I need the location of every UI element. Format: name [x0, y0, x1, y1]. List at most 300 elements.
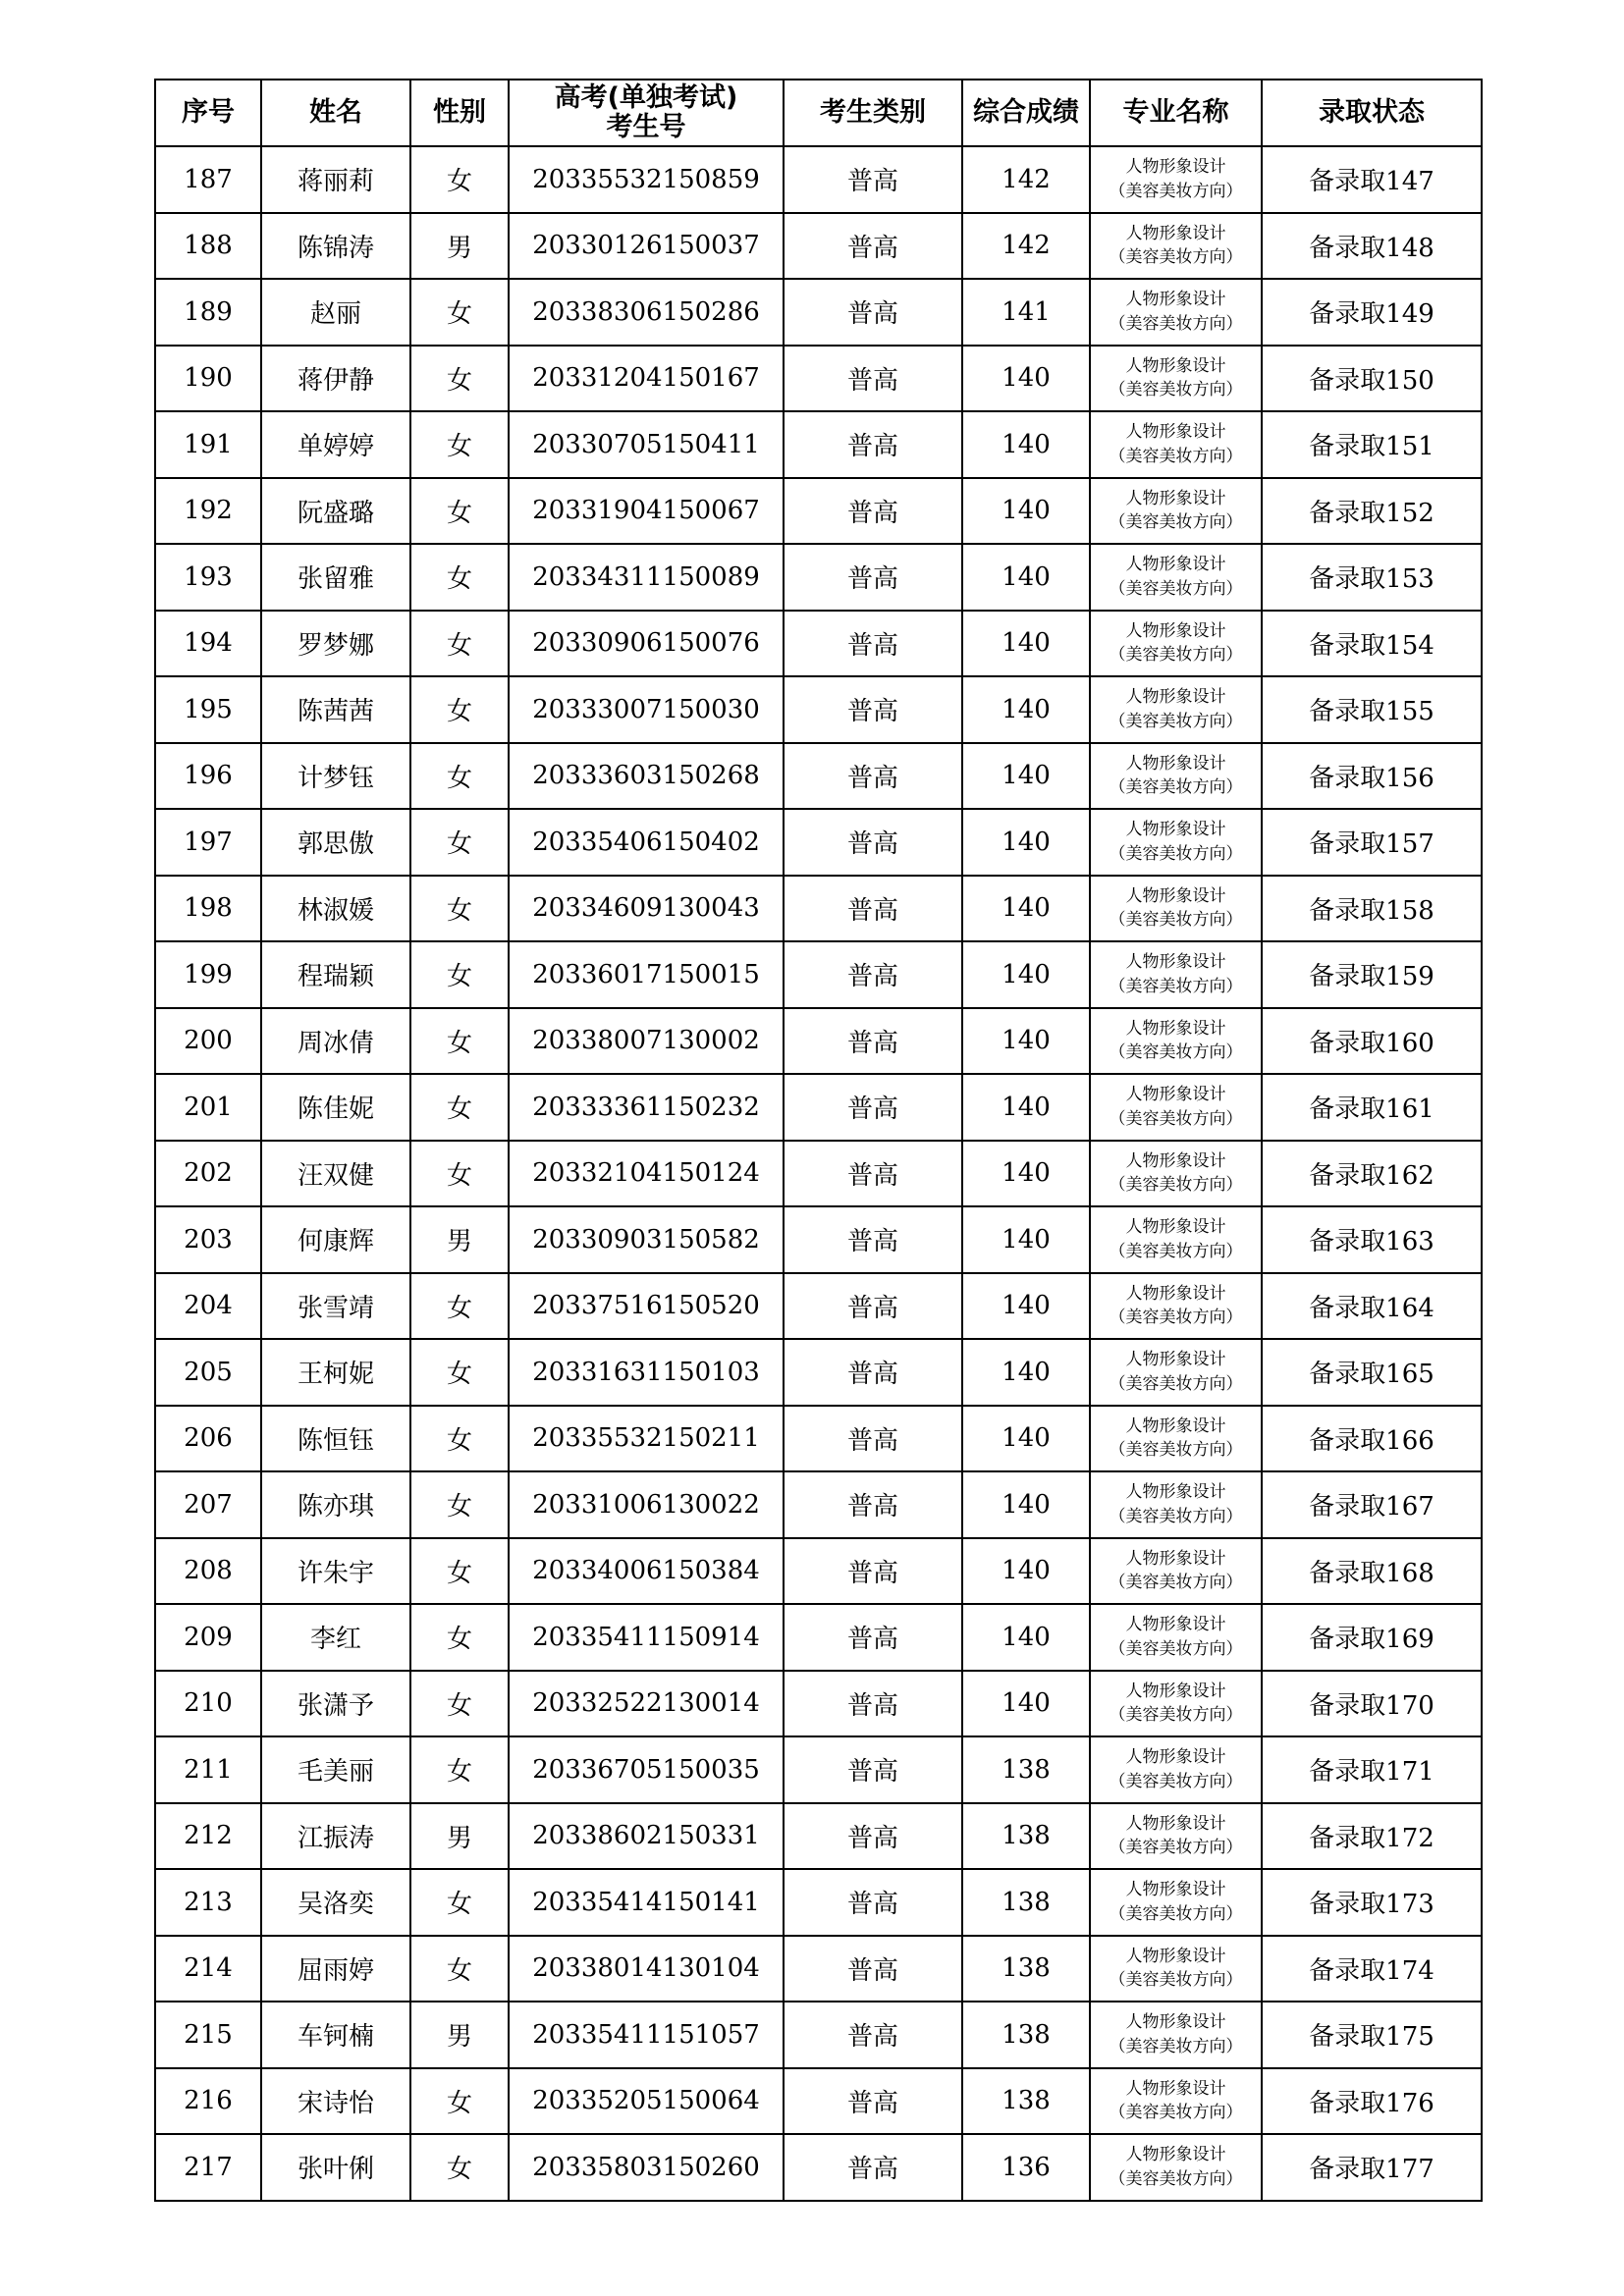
- cell-gender: 女: [410, 478, 509, 545]
- table-row: [155, 1074, 1482, 1141]
- cell-gender: 女: [410, 146, 509, 213]
- table-row: [155, 1141, 1482, 1207]
- cell-major-line2: （美容美妆方向）: [1109, 843, 1243, 864]
- cell-major-line2: （美容美妆方向）: [1109, 1042, 1243, 1063]
- cell-score: 141: [962, 279, 1090, 346]
- cell-exam-id: 20336017150015: [509, 941, 784, 1008]
- cell-score: 142: [962, 146, 1090, 213]
- cell-category: 普高: [784, 1671, 962, 1737]
- cell-seq: 201: [155, 1074, 261, 1141]
- cell-major-line1: 人物形象设计: [1125, 1747, 1226, 1768]
- table-row: [155, 279, 1482, 346]
- cell-category: 普高: [784, 1538, 962, 1605]
- cell-exam-id: 20338306150286: [509, 279, 784, 346]
- cell-category: 普高: [784, 1273, 962, 1340]
- cell-status: 备录取157: [1262, 809, 1482, 876]
- cell-name: 王柯妮: [261, 1339, 410, 1406]
- cell-major-line1: 人物形象设计: [1125, 355, 1226, 376]
- header-row: [155, 80, 1482, 146]
- cell-status: 备录取162: [1262, 1141, 1482, 1207]
- cell-major-line2: （美容美妆方向）: [1109, 1373, 1243, 1394]
- cell-seq: 188: [155, 213, 261, 280]
- cell-major: [1090, 1936, 1262, 2002]
- cell-seq: 187: [155, 146, 261, 213]
- cell-status: 备录取174: [1262, 1936, 1482, 2002]
- cell-seq: 213: [155, 1869, 261, 1936]
- cell-major-line2: （美容美妆方向）: [1109, 1903, 1243, 1924]
- table-row: [155, 1736, 1482, 1803]
- cell-status: 备录取154: [1262, 611, 1482, 677]
- cell-major-line1: 人物形象设计: [1125, 620, 1226, 641]
- cell-status: 备录取147: [1262, 146, 1482, 213]
- cell-major-line1: 人物形象设计: [1125, 555, 1226, 575]
- cell-score: 140: [962, 676, 1090, 743]
- cell-status: 备录取153: [1262, 544, 1482, 611]
- cell-major-line1: 人物形象设计: [1125, 687, 1226, 708]
- table-row: [155, 544, 1482, 611]
- cell-name: 周冰倩: [261, 1008, 410, 1075]
- cell-major-line1: 人物形象设计: [1125, 1085, 1226, 1105]
- cell-name: 蒋伊静: [261, 346, 410, 412]
- cell-seq: 193: [155, 544, 261, 611]
- cell-score: 138: [962, 2002, 1090, 2068]
- cell-major-line2: （美容美妆方向）: [1109, 711, 1243, 731]
- cell-name: 陈亦琪: [261, 1471, 410, 1538]
- cell-score: 140: [962, 1141, 1090, 1207]
- header-exam-id-line1: 高考(单独考试): [554, 82, 738, 114]
- table-row: [155, 213, 1482, 280]
- cell-score: 140: [962, 876, 1090, 942]
- cell-major: [1090, 2068, 1262, 2135]
- cell-major: [1090, 1406, 1262, 1472]
- cell-major-line1: 人物形象设计: [1125, 1018, 1226, 1039]
- cell-name: 张叶俐: [261, 2134, 410, 2201]
- cell-major: [1090, 279, 1262, 346]
- cell-seq: 210: [155, 1671, 261, 1737]
- cell-status: 备录取164: [1262, 1273, 1482, 1340]
- cell-gender: 女: [410, 809, 509, 876]
- cell-major: [1090, 676, 1262, 743]
- cell-gender: 女: [410, 2068, 509, 2135]
- cell-gender: 女: [410, 876, 509, 942]
- cell-major-line2: （美容美妆方向）: [1109, 1175, 1243, 1196]
- cell-gender: 女: [410, 676, 509, 743]
- cell-major-line1: 人物形象设计: [1125, 952, 1226, 973]
- cell-score: 140: [962, 1339, 1090, 1406]
- cell-major-line2: （美容美妆方向）: [1109, 976, 1243, 996]
- table-row: [155, 346, 1482, 412]
- cell-major-line2: （美容美妆方向）: [1109, 1705, 1243, 1726]
- cell-category: 普高: [784, 941, 962, 1008]
- cell-category: 普高: [784, 1339, 962, 1406]
- cell-category: 普高: [784, 1803, 962, 1870]
- cell-major-line1: 人物形象设计: [1125, 1880, 1226, 1900]
- table-row: [155, 1406, 1482, 1472]
- cell-name: 蒋丽莉: [261, 146, 410, 213]
- cell-major-line2: （美容美妆方向）: [1109, 247, 1243, 268]
- cell-status: 备录取148: [1262, 213, 1482, 280]
- cell-name: 张潇予: [261, 1671, 410, 1737]
- cell-exam-id: 20331204150167: [509, 346, 784, 412]
- cell-name: 陈茜茜: [261, 676, 410, 743]
- cell-score: 140: [962, 941, 1090, 1008]
- admission-table: [154, 79, 1483, 2202]
- cell-seq: 208: [155, 1538, 261, 1605]
- cell-gender: 女: [410, 611, 509, 677]
- cell-name: 单婷婷: [261, 411, 410, 478]
- cell-exam-id: 20335803150260: [509, 2134, 784, 2201]
- cell-category: 普高: [784, 2002, 962, 2068]
- cell-score: 140: [962, 1471, 1090, 1538]
- cell-major-line1: 人物形象设计: [1125, 1946, 1226, 1966]
- cell-seq: 189: [155, 279, 261, 346]
- header-seq: 序号: [155, 80, 261, 146]
- header-exam-id-line2: 考生号: [606, 112, 686, 142]
- cell-major-line1: 人物形象设计: [1125, 1615, 1226, 1635]
- cell-gender: 女: [410, 1538, 509, 1605]
- cell-exam-id: 20338602150331: [509, 1803, 784, 1870]
- table-row: [155, 611, 1482, 677]
- cell-major-line1: 人物形象设计: [1125, 885, 1226, 906]
- cell-score: 140: [962, 809, 1090, 876]
- cell-gender: 女: [410, 2134, 509, 2201]
- cell-name: 阮盛璐: [261, 478, 410, 545]
- cell-exam-id: 20335406150402: [509, 809, 784, 876]
- cell-major: [1090, 1206, 1262, 1273]
- cell-seq: 191: [155, 411, 261, 478]
- cell-major: [1090, 743, 1262, 810]
- cell-gender: 女: [410, 941, 509, 1008]
- cell-score: 140: [962, 478, 1090, 545]
- cell-major: [1090, 809, 1262, 876]
- table-row: [155, 1471, 1482, 1538]
- cell-status: 备录取170: [1262, 1671, 1482, 1737]
- cell-exam-id: 20331006130022: [509, 1471, 784, 1538]
- cell-category: 普高: [784, 743, 962, 810]
- cell-major-line2: （美容美妆方向）: [1109, 1506, 1243, 1526]
- cell-major: [1090, 478, 1262, 545]
- cell-seq: 202: [155, 1141, 261, 1207]
- header-category: 考生类别: [784, 80, 962, 146]
- cell-category: 普高: [784, 411, 962, 478]
- cell-gender: 女: [410, 1936, 509, 2002]
- cell-score: 138: [962, 2068, 1090, 2135]
- cell-exam-id: 20335205150064: [509, 2068, 784, 2135]
- table-row: [155, 1936, 1482, 2002]
- cell-gender: 女: [410, 1471, 509, 1538]
- cell-major-line1: 人物形象设计: [1125, 1482, 1226, 1503]
- cell-major: [1090, 1869, 1262, 1936]
- cell-score: 140: [962, 1671, 1090, 1737]
- cell-gender: 女: [410, 346, 509, 412]
- cell-seq: 216: [155, 2068, 261, 2135]
- cell-major-line2: （美容美妆方向）: [1109, 181, 1243, 201]
- cell-seq: 211: [155, 1736, 261, 1803]
- cell-exam-id: 20336705150035: [509, 1736, 784, 1803]
- cell-category: 普高: [784, 611, 962, 677]
- cell-major-line1: 人物形象设计: [1125, 1813, 1226, 1834]
- cell-seq: 192: [155, 478, 261, 545]
- cell-score: 140: [962, 346, 1090, 412]
- cell-name: 郭思傲: [261, 809, 410, 876]
- cell-gender: 女: [410, 544, 509, 611]
- cell-gender: 女: [410, 411, 509, 478]
- cell-score: 140: [962, 1604, 1090, 1671]
- cell-major: [1090, 146, 1262, 213]
- cell-exam-id: 20337516150520: [509, 1273, 784, 1340]
- cell-gender: 女: [410, 1008, 509, 1075]
- cell-gender: 女: [410, 1273, 509, 1340]
- cell-gender: 女: [410, 1339, 509, 1406]
- cell-name: 宋诗怡: [261, 2068, 410, 2135]
- table-row: [155, 1604, 1482, 1671]
- table-row: [155, 743, 1482, 810]
- cell-major: [1090, 611, 1262, 677]
- cell-category: 普高: [784, 1736, 962, 1803]
- cell-score: 138: [962, 1869, 1090, 1936]
- cell-category: 普高: [784, 1471, 962, 1538]
- cell-status: 备录取155: [1262, 676, 1482, 743]
- cell-exam-id: 20334311150089: [509, 544, 784, 611]
- cell-status: 备录取159: [1262, 941, 1482, 1008]
- cell-major: [1090, 1074, 1262, 1141]
- cell-major-line2: （美容美妆方向）: [1109, 1771, 1243, 1791]
- cell-major: [1090, 544, 1262, 611]
- cell-category: 普高: [784, 1008, 962, 1075]
- cell-category: 普高: [784, 146, 962, 213]
- cell-score: 138: [962, 1736, 1090, 1803]
- cell-name: 陈恒钰: [261, 1406, 410, 1472]
- cell-status: 备录取156: [1262, 743, 1482, 810]
- cell-major-line2: （美容美妆方向）: [1109, 1241, 1243, 1261]
- cell-seq: 199: [155, 941, 261, 1008]
- table-row: [155, 1671, 1482, 1737]
- table-row: [155, 2002, 1482, 2068]
- cell-status: 备录取151: [1262, 411, 1482, 478]
- cell-name: 张留雅: [261, 544, 410, 611]
- cell-score: 140: [962, 1074, 1090, 1141]
- cell-exam-id: 20335411151057: [509, 2002, 784, 2068]
- cell-category: 普高: [784, 2134, 962, 2201]
- cell-major-line1: 人物形象设计: [1125, 1681, 1226, 1701]
- cell-category: 普高: [784, 478, 962, 545]
- cell-major-line1: 人物形象设计: [1125, 820, 1226, 840]
- cell-seq: 204: [155, 1273, 261, 1340]
- cell-exam-id: 20338014130104: [509, 1936, 784, 2002]
- header-major: 专业名称: [1090, 80, 1262, 146]
- cell-major: [1090, 1538, 1262, 1605]
- cell-status: 备录取171: [1262, 1736, 1482, 1803]
- cell-major-line1: 人物形象设计: [1125, 223, 1226, 243]
- cell-seq: 207: [155, 1471, 261, 1538]
- cell-status: 备录取168: [1262, 1538, 1482, 1605]
- cell-name: 许朱宇: [261, 1538, 410, 1605]
- cell-name: 何康辉: [261, 1206, 410, 1273]
- cell-exam-id: 20333361150232: [509, 1074, 784, 1141]
- cell-exam-id: 20330705150411: [509, 411, 784, 478]
- cell-major: [1090, 1736, 1262, 1803]
- cell-category: 普高: [784, 1206, 962, 1273]
- cell-exam-id: 20338007130002: [509, 1008, 784, 1075]
- cell-score: 140: [962, 611, 1090, 677]
- cell-major-line2: （美容美妆方向）: [1109, 2168, 1243, 2189]
- table-row: [155, 478, 1482, 545]
- table-row: [155, 1538, 1482, 1605]
- cell-status: 备录取167: [1262, 1471, 1482, 1538]
- cell-exam-id: 20334609130043: [509, 876, 784, 942]
- cell-category: 普高: [784, 1604, 962, 1671]
- cell-major-line2: （美容美妆方向）: [1109, 910, 1243, 931]
- cell-score: 136: [962, 2134, 1090, 2201]
- cell-status: 备录取158: [1262, 876, 1482, 942]
- cell-status: 备录取176: [1262, 2068, 1482, 2135]
- cell-exam-id: 20332104150124: [509, 1141, 784, 1207]
- table-row: [155, 1869, 1482, 1936]
- cell-seq: 214: [155, 1936, 261, 2002]
- cell-major: [1090, 1273, 1262, 1340]
- cell-major-line2: （美容美妆方向）: [1109, 2103, 1243, 2123]
- cell-score: 140: [962, 1406, 1090, 1472]
- cell-seq: 203: [155, 1206, 261, 1273]
- cell-gender: 女: [410, 1406, 509, 1472]
- cell-major: [1090, 213, 1262, 280]
- cell-gender: 女: [410, 1604, 509, 1671]
- cell-category: 普高: [784, 213, 962, 280]
- cell-status: 备录取149: [1262, 279, 1482, 346]
- cell-exam-id: 20333007150030: [509, 676, 784, 743]
- cell-exam-id: 20333603150268: [509, 743, 784, 810]
- table-row: [155, 676, 1482, 743]
- cell-score: 138: [962, 1803, 1090, 1870]
- cell-status: 备录取175: [1262, 2002, 1482, 2068]
- cell-major: [1090, 1008, 1262, 1075]
- cell-status: 备录取169: [1262, 1604, 1482, 1671]
- cell-major: [1090, 1604, 1262, 1671]
- cell-status: 备录取165: [1262, 1339, 1482, 1406]
- cell-major-line2: （美容美妆方向）: [1109, 645, 1243, 666]
- cell-name: 罗梦娜: [261, 611, 410, 677]
- cell-major-line1: 人物形象设计: [1125, 290, 1226, 310]
- cell-score: 140: [962, 743, 1090, 810]
- cell-major: [1090, 2002, 1262, 2068]
- cell-seq: 209: [155, 1604, 261, 1671]
- table-row: [155, 1008, 1482, 1075]
- cell-major-line2: （美容美妆方向）: [1109, 512, 1243, 533]
- cell-category: 普高: [784, 1074, 962, 1141]
- cell-status: 备录取166: [1262, 1406, 1482, 1472]
- cell-major-line1: 人物形象设计: [1125, 1415, 1226, 1436]
- cell-seq: 205: [155, 1339, 261, 1406]
- cell-gender: 男: [410, 213, 509, 280]
- cell-major-line2: （美容美妆方向）: [1109, 1308, 1243, 1328]
- cell-score: 138: [962, 1936, 1090, 2002]
- cell-gender: 女: [410, 1736, 509, 1803]
- cell-exam-id: 20331631150103: [509, 1339, 784, 1406]
- cell-major-line1: 人物形象设计: [1125, 1150, 1226, 1171]
- cell-score: 142: [962, 213, 1090, 280]
- cell-name: 毛美丽: [261, 1736, 410, 1803]
- cell-major: [1090, 876, 1262, 942]
- cell-major: [1090, 941, 1262, 1008]
- cell-major: [1090, 1471, 1262, 1538]
- table-row: [155, 146, 1482, 213]
- cell-major-line2: （美容美妆方向）: [1109, 380, 1243, 400]
- cell-major-line2: （美容美妆方向）: [1109, 1573, 1243, 1593]
- cell-exam-id: 20330903150582: [509, 1206, 784, 1273]
- cell-gender: 女: [410, 1671, 509, 1737]
- cell-score: 140: [962, 411, 1090, 478]
- cell-exam-id: 20335532150859: [509, 146, 784, 213]
- cell-gender: 女: [410, 1141, 509, 1207]
- cell-major-line1: 人物形象设计: [1125, 2078, 1226, 2099]
- cell-name: 张雪靖: [261, 1273, 410, 1340]
- cell-major-line1: 人物形象设计: [1125, 2145, 1226, 2165]
- cell-gender: 女: [410, 1869, 509, 1936]
- cell-name: 计梦钰: [261, 743, 410, 810]
- cell-major: [1090, 1803, 1262, 1870]
- cell-major: [1090, 411, 1262, 478]
- cell-gender: 男: [410, 1803, 509, 1870]
- cell-category: 普高: [784, 346, 962, 412]
- cell-major-line2: （美容美妆方向）: [1109, 2036, 1243, 2056]
- cell-status: 备录取177: [1262, 2134, 1482, 2201]
- cell-category: 普高: [784, 2068, 962, 2135]
- header-score: 综合成绩: [962, 80, 1090, 146]
- cell-major: [1090, 2134, 1262, 2201]
- cell-name: 李红: [261, 1604, 410, 1671]
- cell-exam-id: 20335411150914: [509, 1604, 784, 1671]
- cell-status: 备录取173: [1262, 1869, 1482, 1936]
- cell-seq: 217: [155, 2134, 261, 2201]
- cell-status: 备录取161: [1262, 1074, 1482, 1141]
- cell-score: 140: [962, 1273, 1090, 1340]
- cell-category: 普高: [784, 876, 962, 942]
- cell-name: 陈佳妮: [261, 1074, 410, 1141]
- cell-seq: 200: [155, 1008, 261, 1075]
- cell-gender: 男: [410, 1206, 509, 1273]
- cell-name: 吴洛奕: [261, 1869, 410, 1936]
- cell-name: 陈锦涛: [261, 213, 410, 280]
- cell-major-line1: 人物形象设计: [1125, 1217, 1226, 1238]
- cell-major: [1090, 1339, 1262, 1406]
- cell-gender: 女: [410, 279, 509, 346]
- cell-major-line2: （美容美妆方向）: [1109, 1970, 1243, 1991]
- cell-score: 140: [962, 544, 1090, 611]
- cell-name: 赵丽: [261, 279, 410, 346]
- cell-name: 汪双健: [261, 1141, 410, 1207]
- cell-seq: 196: [155, 743, 261, 810]
- cell-exam-id: 20334006150384: [509, 1538, 784, 1605]
- cell-category: 普高: [784, 1869, 962, 1936]
- cell-score: 140: [962, 1538, 1090, 1605]
- cell-name: 江振涛: [261, 1803, 410, 1870]
- cell-exam-id: 20335532150211: [509, 1406, 784, 1472]
- cell-gender: 女: [410, 743, 509, 810]
- cell-major-line1: 人物形象设计: [1125, 488, 1226, 508]
- cell-major-line2: （美容美妆方向）: [1109, 1440, 1243, 1461]
- cell-seq: 190: [155, 346, 261, 412]
- cell-status: 备录取172: [1262, 1803, 1482, 1870]
- header-exam-id: [509, 80, 784, 146]
- cell-status: 备录取152: [1262, 478, 1482, 545]
- cell-major-line1: 人物形象设计: [1125, 753, 1226, 774]
- cell-major: [1090, 1141, 1262, 1207]
- cell-seq: 194: [155, 611, 261, 677]
- table-row: [155, 809, 1482, 876]
- cell-category: 普高: [784, 1141, 962, 1207]
- cell-category: 普高: [784, 279, 962, 346]
- cell-exam-id: 20330906150076: [509, 611, 784, 677]
